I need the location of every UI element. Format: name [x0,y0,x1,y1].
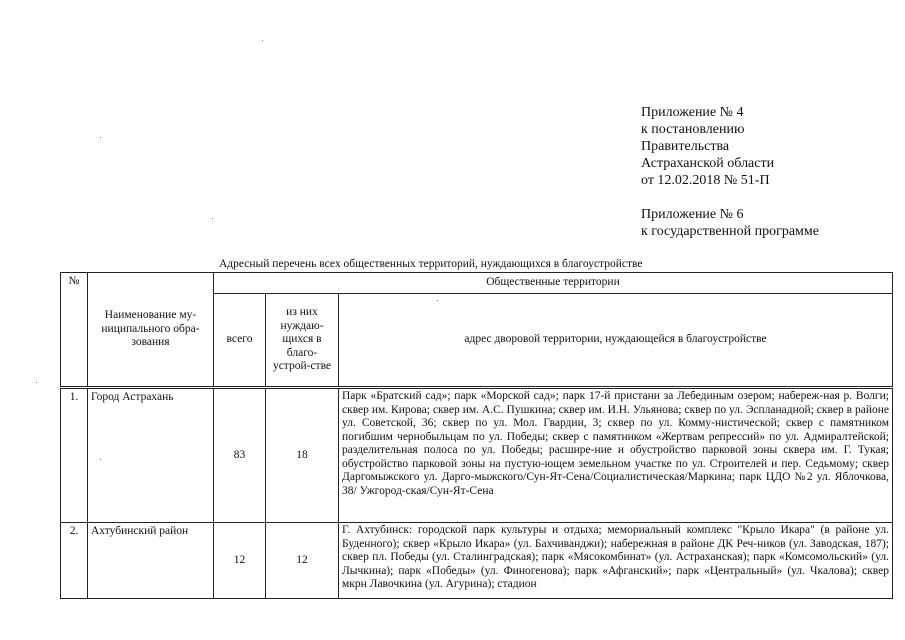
row-address: Парк «Братский сад»; парк «Морской сад»; парк 17-й пристани за Лебединым озером; набереж-ная р. Волги; сквер им. Кирова; сквер им. А.С. Пушкина; сквер им. И.Н. Ульянова; сквер по ул. Эспланадной; сквер в районе ул. Советской, 36; сквер по ул. Мол. Гвардии, 3; сквер по ул. Комму-нистической; сквер с памятником погибшим чернобыльцам по ул. Победы; сквер с памятником «Жертвам репрессий» по ул. Адмиралтейской; разделительная полоса по ул. Победы; расшире-ние и обустройство парковой зоны сквера им. Г. Тукая; обустройство парковой зоны на пустую-ющем земельном участке по ул. Строителей и пер. Седьмому; сквер Даргомыжского ул. Дарго-мыжского/Сун-Ят-Сена/Социалистическая/Маркина; парк ЦДО №2 ул. Яблочкова, 38/ Ужгород-ская/Сун-Ят-Сена [339,388,893,523]
header-line: Астраханской области [641,156,775,171]
appendix-header [641,104,819,240]
column-header-name: Наименование му-ниципального обра-зования [88,273,214,388]
scan-speck [262,40,263,41]
table-title: Адресный перечень всех общественных территорий, нуждающихся в благоустройстве [219,258,643,270]
table-row [61,388,893,523]
scan-speck [100,459,101,460]
header-line: к государственной программе [641,224,819,239]
row-name: Город Астрахань [88,388,214,523]
row-name: Ахтубинский район [88,523,214,599]
row-num: 1. [61,388,88,523]
column-header-group: Общественные территории [214,273,893,294]
column-header-total: всего [214,294,266,388]
table-row [61,523,893,599]
header-line: Правительства [641,139,730,154]
column-header-num: № [61,273,88,388]
header-line: Приложение № 4 [641,105,744,120]
header-line: к постановлению [641,122,745,137]
scan-speck [100,137,101,138]
column-header-needing: из них нуждаю-щихся в благо-устрой-стве [266,294,339,388]
scan-speck [36,382,37,383]
row-num: 2. [61,523,88,599]
header-line: от 12.02.2018 № 51-П [641,173,770,188]
row-needing: 18 [266,388,339,523]
row-address: Г. Ахтубинск: городской парк культуры и отдыха; мемориальный комплекс "Крыло Икара" (в районе ул. Буденного); сквер «Крыло Икара» (ул. Бахчиванджи); набережная в районе ДК Реч-ников (ул. Заводская, 187); сквер пл. Победы (ул. Сталинградская); парк «Мясокомбинат» (ул. Астраханская); парк «Комсомольский» (ул. Лычкина); парк «Победы» (ул. Финогенова); парк «Афганский»; парк «Центральный» (ул. Чкалова); сквер мкрн Лавочкина (ул. Агурина); стадион [339,523,893,599]
row-total: 83 [214,388,266,523]
row-total: 12 [214,523,266,599]
scan-speck [212,218,213,219]
header-line: Приложение № 6 [641,207,744,222]
scan-speck [437,300,438,301]
territories-table [60,272,893,599]
row-needing: 12 [266,523,339,599]
column-header-address: адрес дворовой территории, нуждающейся в благоустройстве [339,294,893,388]
